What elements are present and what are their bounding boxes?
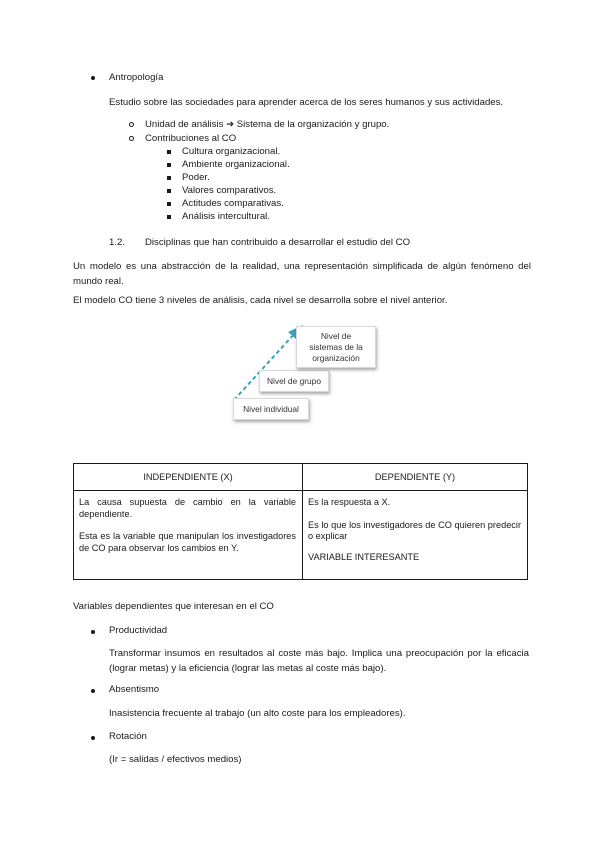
level-box-individual [233, 398, 309, 420]
level-label: Nivel individual [243, 404, 299, 414]
cell-text: VARIABLE INTERESANTE [308, 551, 420, 562]
cell-text: Esta es la variable que manipulan los investigadores de CO para observar los cambios en Y. [79, 531, 296, 553]
sub-item-contribuciones: Contribuciones al CO [145, 133, 237, 144]
cell-text: La causa supuesta de cambio en la variable dependiente. [79, 497, 296, 519]
paragraph-levels: El modelo CO tiene 3 niveles de análisis, cada nivel se desarrolla sobre el nivel anterior. [73, 295, 448, 306]
paragraph-model: Un modelo es una abstracción de la realidad, una representación simplificada de algún fenómeno del mundo real. [73, 261, 531, 287]
contribution-item: Ambiente organizacional. [182, 159, 290, 170]
variables-table [73, 463, 528, 580]
circle-bullet-icon [129, 122, 134, 127]
square-bullet-icon [167, 150, 171, 154]
bullet-icon [91, 736, 95, 740]
heading-number: 1.2. [109, 237, 126, 248]
level-label: Nivel de grupo [266, 376, 321, 386]
contribution-item: Poder. [182, 172, 210, 183]
contribution-item: Cultura organizacional. [182, 146, 281, 157]
cell-text: Es lo que los investigadores de CO quieren predecir o explicar [308, 519, 521, 541]
sub-item-unidad: Unidad de análisis ➔ Sistema de la organización y grupo. [145, 119, 390, 130]
header-independiente: INDEPENDIENTE (X) [74, 464, 303, 491]
cell-dependiente [303, 491, 528, 580]
var-name-productividad: Productividad [109, 625, 168, 636]
header-dependiente: DEPENDIENTE (Y) [303, 464, 528, 491]
square-bullet-icon [167, 163, 171, 167]
square-bullet-icon [167, 189, 171, 193]
bullet-antropologia: Antropología [109, 72, 164, 83]
dependent-vars-title: Variables dependientes que interesan en el CO [73, 601, 274, 612]
level-box-grupo [259, 370, 329, 392]
bullet-icon [91, 630, 95, 634]
circle-bullet-icon [129, 136, 134, 141]
contribution-item: Actitudes comparativas. [182, 198, 284, 209]
contribution-item: Análisis intercultural. [182, 211, 270, 222]
var-desc-absentismo: Inasistencia frecuente al trabajo (un alto coste para los empleadores). [109, 708, 406, 719]
square-bullet-icon [167, 215, 171, 219]
square-bullet-icon [167, 202, 171, 206]
var-desc-rotacion: (Ir = salidas / efectivos medios) [109, 754, 242, 765]
contribution-item: Valores comparativos. [182, 185, 277, 196]
square-bullet-icon [167, 176, 171, 180]
var-name-rotacion: Rotación [109, 731, 147, 742]
var-name-absentismo: Absentismo [109, 684, 160, 695]
heading-title: Disciplinas que han contribuido a desarrollar el estudio del CO [145, 237, 411, 248]
level-box-sistemas [296, 326, 376, 368]
bullet-icon [91, 76, 95, 80]
antropologia-description: Estudio sobre las sociedades para aprender acerca de los seres humanos y sus actividades. [109, 97, 504, 108]
cell-independiente [74, 491, 303, 580]
var-desc-productividad: Transformar insumos en resultados al coste más bajo. Implica una preocupación por la eficacia (lograr metas) y la eficiencia (lograr las metas al coste más bajo). [109, 648, 529, 674]
cell-text: Es la respuesta a X. [308, 497, 391, 507]
level-label: Nivel de sistemas de la organización [309, 330, 363, 363]
bullet-icon [91, 689, 95, 693]
